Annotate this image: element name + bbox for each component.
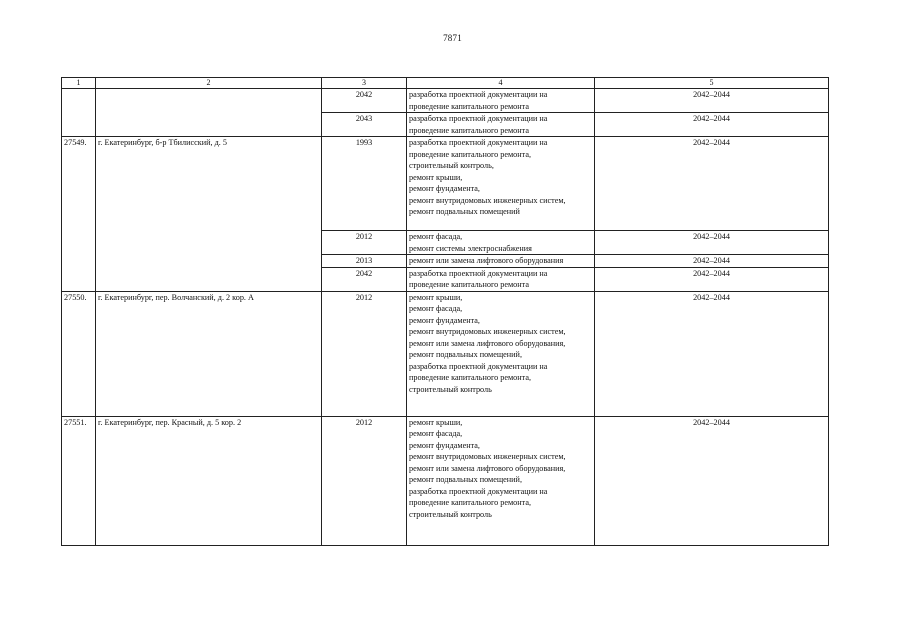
- table-row: [62, 416, 829, 545]
- work-item: проведение капитального ремонта: [409, 125, 529, 135]
- work-item: строительный контроль: [409, 509, 492, 519]
- work-item: ремонт или замена лифтового оборудования: [409, 256, 564, 265]
- table-row: [62, 267, 829, 291]
- table-row: [62, 231, 829, 255]
- address-cell: [96, 231, 322, 255]
- year-cell: 2012: [322, 416, 407, 545]
- work-item: проведение капитального ремонта: [409, 101, 529, 111]
- year-cell: 1993: [322, 137, 407, 231]
- table-row: [62, 291, 829, 416]
- address-cell: [96, 255, 322, 268]
- period-cell: 2042–2044: [595, 113, 829, 137]
- address-cell: г. Екатеринбург, пер. Красный, д. 5 кор. 2: [96, 416, 322, 545]
- work-item: ремонт крыши,: [409, 172, 463, 182]
- work-item: разработка проектной документации на: [409, 268, 548, 278]
- year-cell: 2013: [322, 255, 407, 268]
- work-item: ремонт фасада,: [409, 232, 463, 241]
- table-row: [62, 255, 829, 268]
- object-number-cell: [62, 89, 96, 113]
- address-cell: г. Екатеринбург, пер. Волчанский, д. 2 кор. А: [96, 291, 322, 416]
- works-cell: [407, 267, 595, 291]
- work-item: ремонт фасада,: [409, 304, 463, 313]
- period-cell: 2042–2044: [595, 255, 829, 268]
- period-cell: 2042–2044: [595, 137, 829, 231]
- column-header-5: 5: [595, 78, 829, 89]
- year-cell: 2012: [322, 231, 407, 255]
- work-item: строительный контроль,: [409, 161, 494, 170]
- work-item: проведение капитального ремонта,: [409, 498, 532, 507]
- column-header-4: 4: [407, 78, 595, 89]
- work-item: строительный контроль: [409, 384, 492, 394]
- work-item: ремонт внутридомовых инженерных систем,: [409, 452, 566, 461]
- object-number-cell: [62, 231, 96, 255]
- address-cell: [96, 113, 322, 137]
- work-item: ремонт фундамента,: [409, 315, 480, 325]
- work-item: ремонт или замена лифтового оборудования,: [409, 338, 566, 348]
- table-row: [62, 137, 829, 231]
- address-cell: г. Екатеринбург, б-р Тбилисский, д. 5: [96, 137, 322, 231]
- works-cell: [407, 416, 595, 545]
- object-number-cell: 27550.: [62, 291, 96, 416]
- works-cell: [407, 255, 595, 268]
- address-cell: [96, 267, 322, 291]
- work-item: разработка проектной документации на: [409, 114, 548, 123]
- work-item: ремонт крыши,: [409, 417, 463, 427]
- works-cell: [407, 89, 595, 113]
- work-item: разработка проектной документации на: [409, 486, 548, 496]
- column-header-3: 3: [322, 78, 407, 89]
- work-item: ремонт фундамента,: [409, 184, 480, 193]
- address-cell: [96, 89, 322, 113]
- object-number-cell: [62, 255, 96, 268]
- work-item: ремонт подвальных помещений,: [409, 350, 522, 359]
- object-number-cell: 27549.: [62, 137, 96, 231]
- work-item: ремонт системы электроснабжения: [409, 243, 532, 253]
- column-header-1: 1: [62, 78, 96, 89]
- work-item: ремонт фасада,: [409, 429, 463, 438]
- period-cell: 2042–2044: [595, 89, 829, 113]
- work-item: разработка проектной документации на: [409, 361, 548, 371]
- works-cell: [407, 291, 595, 416]
- works-cell: [407, 137, 595, 231]
- work-item: ремонт подвальных помещений: [409, 207, 520, 216]
- work-item: проведение капитального ремонта: [409, 280, 529, 289]
- period-cell: 2042–2044: [595, 291, 829, 416]
- period-cell: 2042–2044: [595, 231, 829, 255]
- work-item: ремонт внутридомовых инженерных систем,: [409, 327, 566, 336]
- work-item: проведение капитального ремонта,: [409, 149, 532, 159]
- table-row: [62, 113, 829, 137]
- work-item: ремонт внутридомовых инженерных систем,: [409, 195, 566, 205]
- year-cell: 2012: [322, 291, 407, 416]
- table-row: [62, 89, 829, 113]
- work-item: ремонт крыши,: [409, 292, 463, 302]
- year-cell: 2043: [322, 113, 407, 137]
- works-cell: [407, 113, 595, 137]
- column-number-row: [62, 78, 829, 89]
- work-item: ремонт или замена лифтового оборудования,: [409, 463, 566, 473]
- works-cell: [407, 231, 595, 255]
- year-cell: 2042: [322, 89, 407, 113]
- work-item: разработка проектной документации на: [409, 138, 548, 147]
- capital-repair-table: [61, 77, 829, 546]
- work-item: проведение капитального ремонта,: [409, 373, 532, 382]
- work-item: ремонт фундамента,: [409, 440, 480, 450]
- year-cell: 2042: [322, 267, 407, 291]
- work-item: ремонт подвальных помещений,: [409, 475, 522, 484]
- page-number: 7871: [443, 33, 462, 43]
- object-number-cell: [62, 113, 96, 137]
- period-cell: 2042–2044: [595, 267, 829, 291]
- object-number-cell: [62, 267, 96, 291]
- work-item: разработка проектной документации на: [409, 90, 548, 99]
- column-header-2: 2: [96, 78, 322, 89]
- object-number-cell: 27551.: [62, 416, 96, 545]
- period-cell: 2042–2044: [595, 416, 829, 545]
